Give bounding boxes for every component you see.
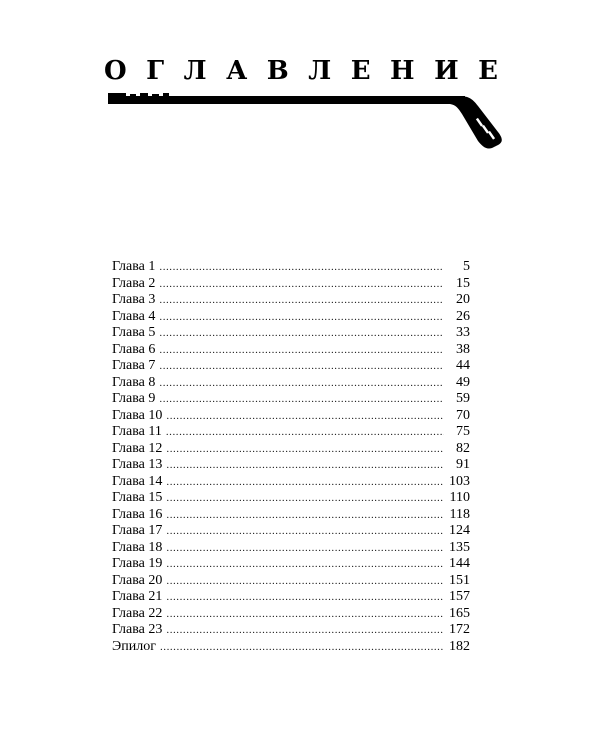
dot-leader xyxy=(166,589,443,606)
toc-entry-label: Глава 5 xyxy=(112,325,156,340)
toc-entry-page-number: 103 xyxy=(449,473,470,489)
dot-leader xyxy=(166,556,443,573)
toc-entry-label: Глава 14 xyxy=(112,473,163,489)
toc-entry-label: Глава 19 xyxy=(112,556,163,571)
toc-entry-label: Глава 23 xyxy=(112,622,163,637)
toc-entry-page-number: 182 xyxy=(449,638,470,654)
toc-entry-label: Глава 11 xyxy=(112,424,162,439)
stick-shaft xyxy=(108,96,465,104)
toc-entry-page-number: 44 xyxy=(456,358,470,373)
toc-entry-label: Глава 12 xyxy=(112,440,163,456)
toc-entry-page-number: 75 xyxy=(456,424,470,439)
toc-entry xyxy=(112,408,470,425)
toc-entry-label: Глава 6 xyxy=(112,341,156,357)
toc-entry xyxy=(112,309,470,326)
dot-leader xyxy=(159,276,444,293)
toc-entry-page-number: 151 xyxy=(449,572,470,588)
toc-entry-page-number: 118 xyxy=(449,506,470,522)
dot-leader xyxy=(159,309,444,326)
toc-entry-label: Глава 4 xyxy=(112,308,156,324)
toc-entry xyxy=(112,556,470,573)
toc-entry xyxy=(112,523,470,540)
dot-leader xyxy=(160,639,443,656)
toc-entry xyxy=(112,259,470,276)
toc-entry-label: Глава 1 xyxy=(112,259,156,274)
page-title: ОГЛАВЛЕНИЕ xyxy=(104,56,518,86)
dot-leader xyxy=(166,408,444,425)
toc-entry-page-number: 172 xyxy=(449,622,470,637)
toc-entry xyxy=(112,375,470,392)
dot-leader xyxy=(159,292,444,309)
toc-entry xyxy=(112,639,470,656)
toc-entry-label: Глава 22 xyxy=(112,605,163,621)
hockey-stick-ornament xyxy=(100,84,510,154)
toc-entry xyxy=(112,474,470,491)
toc-entry-label: Эпилог xyxy=(112,638,156,654)
dot-leader xyxy=(159,325,444,342)
dot-leader xyxy=(166,507,443,524)
toc-entry xyxy=(112,424,470,441)
toc-entry-page-number: 15 xyxy=(456,275,470,291)
toc-entry-label: Глава 16 xyxy=(112,506,163,522)
toc-entry-label: Глава 18 xyxy=(112,539,163,555)
dot-leader xyxy=(166,622,443,639)
toc-entry xyxy=(112,276,470,293)
toc-entry-page-number: 26 xyxy=(456,308,470,324)
dot-leader xyxy=(166,441,444,458)
toc-entry-page-number: 59 xyxy=(456,391,470,406)
table-of-contents xyxy=(112,259,470,655)
dot-leader xyxy=(166,573,443,590)
toc-entry-page-number: 135 xyxy=(449,539,470,555)
toc-entry-label: Глава 7 xyxy=(112,358,156,373)
dot-leader xyxy=(159,391,444,408)
toc-entry-page-number: 33 xyxy=(456,325,470,340)
toc-entry xyxy=(112,325,470,342)
dot-leader xyxy=(159,358,444,375)
toc-entry xyxy=(112,358,470,375)
toc-entry xyxy=(112,391,470,408)
toc-entry xyxy=(112,342,470,359)
toc-entry-page-number: 70 xyxy=(456,407,470,423)
toc-entry-page-number: 38 xyxy=(456,341,470,357)
toc-entry xyxy=(112,457,470,474)
dot-leader xyxy=(159,375,444,392)
toc-entry xyxy=(112,292,470,309)
dot-leader xyxy=(166,474,443,491)
toc-entry-label: Глава 20 xyxy=(112,572,163,588)
toc-entry-page-number: 157 xyxy=(449,589,470,604)
dot-leader xyxy=(166,457,444,474)
toc-entry-label: Глава 2 xyxy=(112,275,156,291)
toc-entry xyxy=(112,589,470,606)
toc-entry-label: Глава 9 xyxy=(112,391,156,406)
stick-blade xyxy=(450,96,502,149)
dot-leader xyxy=(166,606,443,623)
toc-entry-page-number: 20 xyxy=(456,292,470,307)
toc-entry-label: Глава 13 xyxy=(112,457,163,472)
toc-entry-page-number: 124 xyxy=(449,523,470,538)
toc-entry xyxy=(112,490,470,507)
dot-leader xyxy=(166,540,443,557)
dot-leader xyxy=(159,342,444,359)
toc-entry-label: Глава 8 xyxy=(112,374,156,390)
dot-leader xyxy=(166,523,443,540)
toc-entry xyxy=(112,606,470,623)
dot-leader xyxy=(159,259,444,276)
toc-entry-label: Глава 15 xyxy=(112,490,163,505)
toc-entry-label: Глава 3 xyxy=(112,292,156,307)
toc-entry xyxy=(112,622,470,639)
toc-entry xyxy=(112,573,470,590)
toc-entry xyxy=(112,507,470,524)
toc-entry-label: Глава 21 xyxy=(112,589,163,604)
toc-entry-page-number: 82 xyxy=(456,440,470,456)
toc-entry-page-number: 144 xyxy=(449,556,470,571)
toc-entry-page-number: 165 xyxy=(449,605,470,621)
toc-entry-page-number: 91 xyxy=(456,457,470,472)
toc-entry-label: Глава 10 xyxy=(112,407,163,423)
toc-entry-page-number: 110 xyxy=(449,490,470,505)
dot-leader xyxy=(166,490,443,507)
toc-entry-page-number: 49 xyxy=(456,374,470,390)
toc-entry-page-number: 5 xyxy=(463,259,470,274)
toc-entry xyxy=(112,441,470,458)
toc-entry-label: Глава 17 xyxy=(112,523,163,538)
toc-entry xyxy=(112,540,470,557)
dot-leader xyxy=(166,424,444,441)
